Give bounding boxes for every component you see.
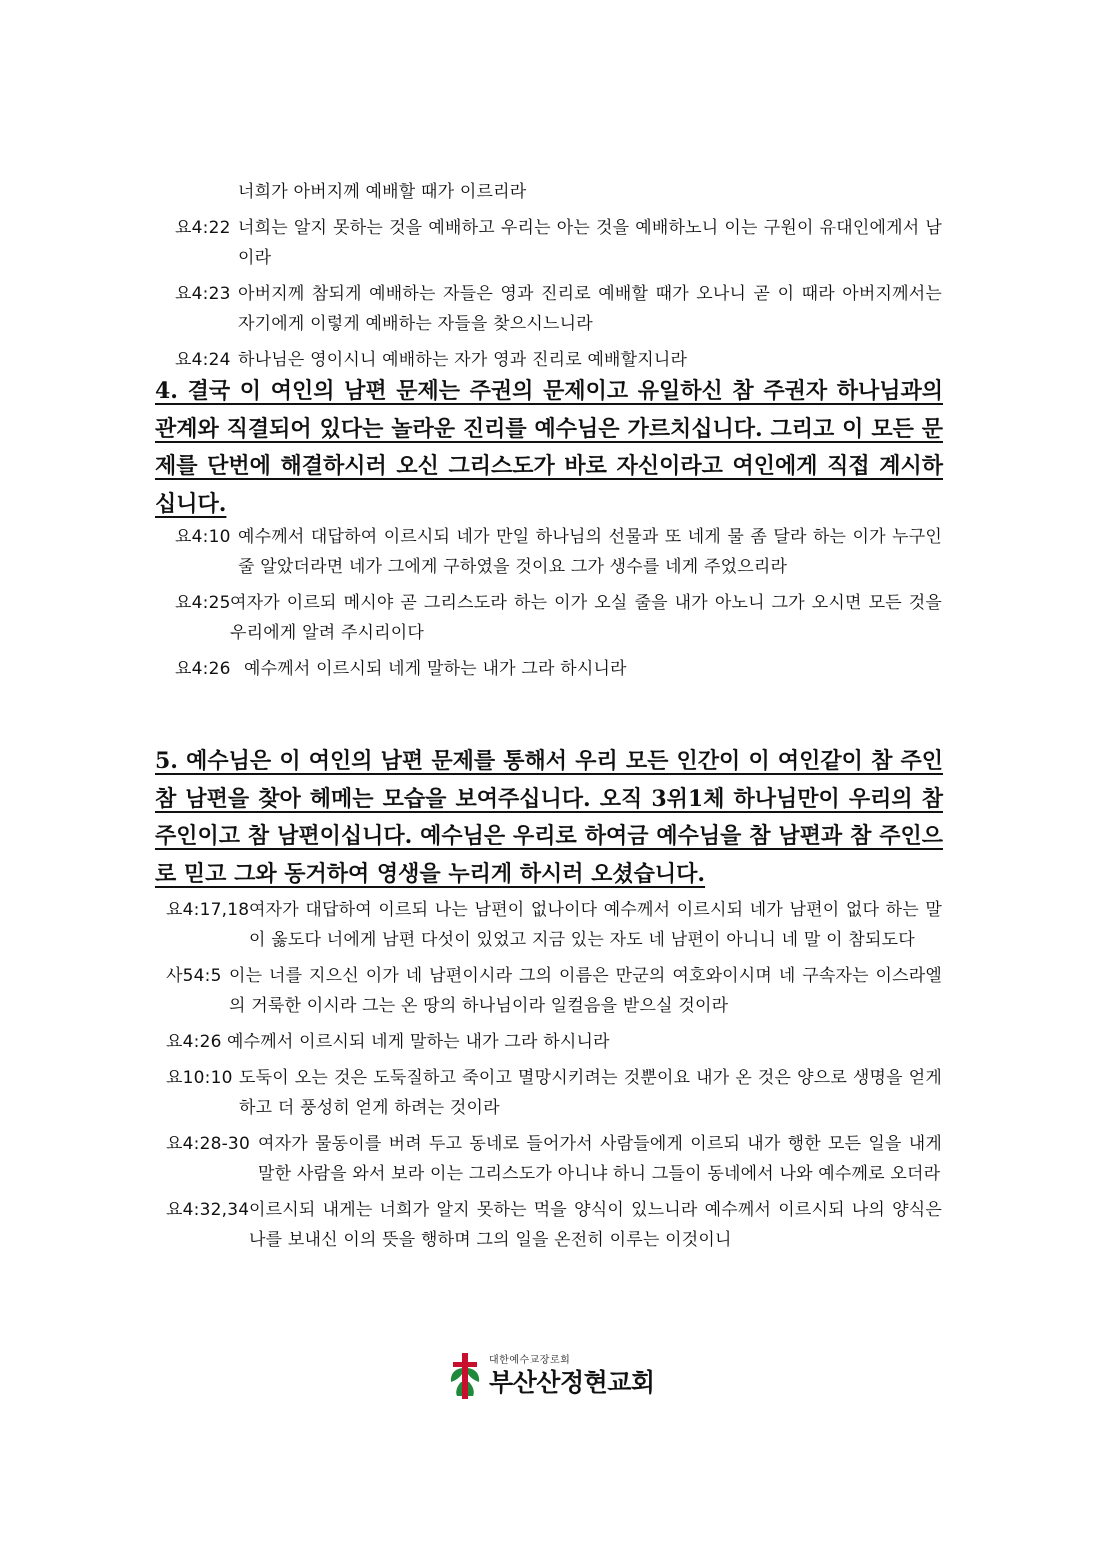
verse-list-section-5 <box>0 895 1100 1255</box>
verse-text: 여자가 대답하여 이르되 나는 남편이 없나이다 예수께서 이르시되 네가 남편이 없다 하는 말이 옳도다 너에게 남편 다섯이 있었고 지금 있는 자도 네 남편이 아니니 네 말 이 참되도다 <box>249 900 942 950</box>
verse-text: 예수께서 이르시되 네게 말하는 내가 그라 하시니라 <box>227 1032 610 1052</box>
verse-item <box>175 213 942 273</box>
logo-text <box>489 1354 655 1398</box>
verse-item <box>175 654 942 684</box>
verse-item <box>175 522 942 582</box>
verse-reference: 요10:10 <box>166 1068 233 1088</box>
cross-leaf-icon <box>447 1352 483 1400</box>
verse-item <box>175 588 942 648</box>
verse-item <box>166 1027 942 1057</box>
church-name: 부산산정현교회 <box>489 1368 655 1397</box>
verse-reference: 요4:25 <box>175 593 231 613</box>
verse-text: 예수께서 대답하여 이르시되 네가 만일 하나님의 선물과 또 네게 물 좀 달라 하는 이가 누구인 줄 알았더라면 네가 그에게 구하였을 것이요 그가 생수를 네게 주었으리라 <box>238 527 942 577</box>
verse-reference: 요4:26 <box>166 1032 222 1052</box>
verse-text: 이르시되 내게는 너희가 알지 못하는 먹을 양식이 있느니라 예수께서 이르시되 나의 양식은 나를 보내신 이의 뜻을 행하며 그의 일을 온전히 이루는 이것이니 <box>249 1200 942 1250</box>
verse-text: 예수께서 이르시되 네게 말하는 내가 그라 하시니라 <box>244 659 627 679</box>
verse-text: 이는 너를 지으신 이가 네 남편이시라 그의 이름은 만군의 여호와이시며 네 구속자는 이스라엘의 거룩한 이시라 그는 온 땅의 하나님이라 일컬음을 받으실 것이라 <box>229 966 942 1016</box>
verse-reference: 요4:23 <box>175 284 231 304</box>
verse-reference: 요4:17,18 <box>166 900 250 920</box>
verse-text: 하나님은 영이시니 예배하는 자가 영과 진리로 예배할지니라 <box>238 350 688 370</box>
verse-item <box>166 1129 942 1189</box>
verse-item <box>175 345 942 375</box>
verse-text: 아버지께 참되게 예배하는 자들은 영과 진리로 예배할 때가 오나니 곧 이 때라 아버지께서는 자기에게 이렇게 예배하는 자들을 찾으시느니라 <box>238 284 942 334</box>
verse-reference: 요4:28-30 <box>166 1134 250 1154</box>
verse-reference: 요4:32,34 <box>166 1200 250 1220</box>
verse-text: 여자가 물동이를 버려 두고 동네로 들어가서 사람들에게 이르되 내가 행한 모든 일을 내게 말한 사람을 와서 보라 이는 그리스도가 아니냐 하니 그들이 동네에서 나와 예수께로 오더라 <box>258 1134 942 1184</box>
denomination-label: 대한예수교장로회 <box>489 1355 571 1366</box>
section-5-heading: 5. 예수님은 이 여인의 남편 문제를 통해서 우리 모든 인간이 이 여인같이 참 주인 참 남편을 찾아 헤메는 모습을 보여주십니다. 오직 3위1체 하나님만이 우리의 참 주인이고 참 남편이십니다. 예수님은 우리로 하여금 예수님을 참 남편과 참 주인으로 믿고 그와 동거하여 영생을 누리게 하시러 오셨습니다. <box>155 748 943 887</box>
verse-text: 너희가 아버지께 예배할 때가 이르리라 <box>238 182 527 202</box>
verse-item <box>238 177 942 207</box>
church-logo <box>447 1352 655 1400</box>
verse-item <box>166 895 942 955</box>
verse-item <box>166 961 942 1021</box>
verse-reference: 요4:22 <box>175 218 231 238</box>
verse-text: 도둑이 오는 것은 도둑질하고 죽이고 멸망시키려는 것뿐이요 내가 온 것은 양으로 생명을 얻게 하고 더 풍성히 얻게 하려는 것이라 <box>239 1068 942 1118</box>
section-4-heading: 4. 결국 이 여인의 남편 문제는 주권의 문제이고 유일하신 참 주권자 하나님과의 관계와 직결되어 있다는 놀라운 진리를 예수님은 가르치십니다. 그리고 이 모든 문제를 단번에 해결하시러 오신 그리스도가 바로 자신이라고 여인에게 직접 계시하십니다. <box>155 378 943 517</box>
verse-reference: 요4:24 <box>175 350 231 370</box>
verse-reference: 요4:10 <box>175 527 231 547</box>
verse-item <box>166 1063 942 1123</box>
verse-list-top <box>0 177 1100 375</box>
verse-text: 여자가 이르되 메시야 곧 그리스도라 하는 이가 오실 줄을 내가 아노니 그가 오시면 모든 것을 우리에게 알려 주시리이다 <box>230 593 942 643</box>
verse-reference: 요4:26 <box>175 659 231 679</box>
verse-list-section-4 <box>0 522 1100 684</box>
verse-item <box>175 279 942 339</box>
verse-reference: 사54:5 <box>166 966 222 986</box>
verse-item <box>166 1195 942 1255</box>
verse-text: 너희는 알지 못하는 것을 예배하고 우리는 아는 것을 예배하노니 이는 구원이 유대인에게서 남이라 <box>238 218 942 268</box>
